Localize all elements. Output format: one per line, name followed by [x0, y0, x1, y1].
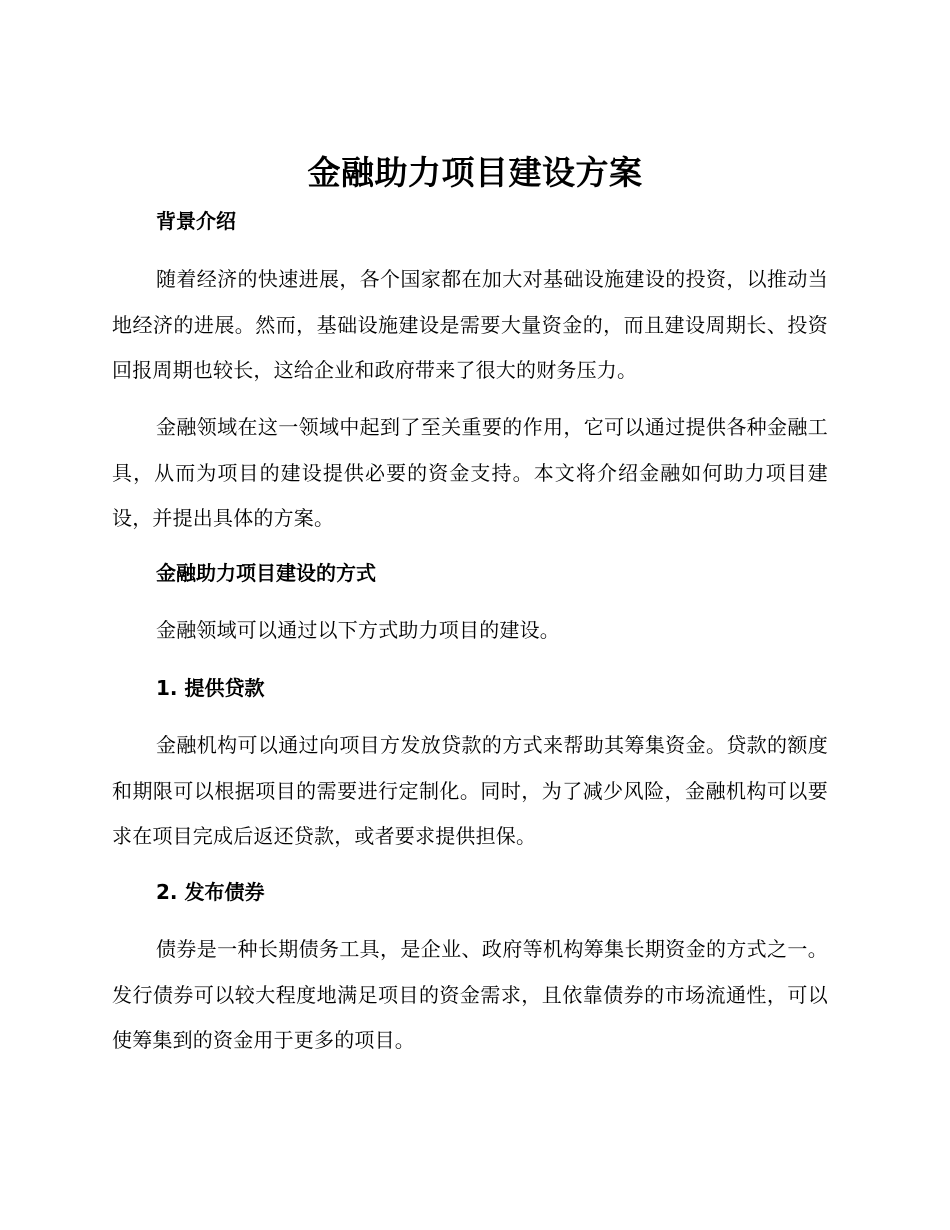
document-title: 金融助力项目建设方案 [307, 153, 643, 192]
paragraph-background-1: 随着经济的快速进展，各个国家都在加大对基础设施建设的投资，以推动当地经济的进展。然而，基础设施建设是需要大量资金的，而且建设周期长、投资回报周期也较长，这给企业和政府带来了很大的财务压力。 [112, 267, 828, 382]
paragraph-methods-intro: 金融领域可以通过以下方式助力项目的建设。 [156, 618, 560, 642]
paragraph-background-2: 金融领域在这一领域中起到了至关重要的作用，它可以通过提供各种金融工具，从而为项目的建设提供必要的资金支持。本文将介绍金融如何助力项目建设，并提出具体的方案。 [112, 415, 828, 530]
section-heading-methods: 金融助力项目建设的方式 [156, 561, 376, 585]
paragraph-loans: 金融机构可以通过向项目方发放贷款的方式来帮助其筹集资金。贷款的额度和期限可以根据项目的需要进行定制化。同时，为了减少风险，金融机构可以要求在项目完成后返还贷款，或者要求提供担保。 [112, 733, 828, 848]
section-heading-loans: 1. 提供贷款 [156, 676, 265, 700]
paragraph-bonds: 债券是一种长期债务工具，是企业、政府等机构筹集长期资金的方式之一。发行债券可以较大程度地满足项目的资金需求，且依靠债券的市场流通性，可以使筹集到的资金用于更多的项目。 [112, 937, 828, 1052]
section-heading-bonds: 2. 发布债券 [156, 880, 265, 904]
section-heading-background: 背景介绍 [156, 209, 236, 233]
